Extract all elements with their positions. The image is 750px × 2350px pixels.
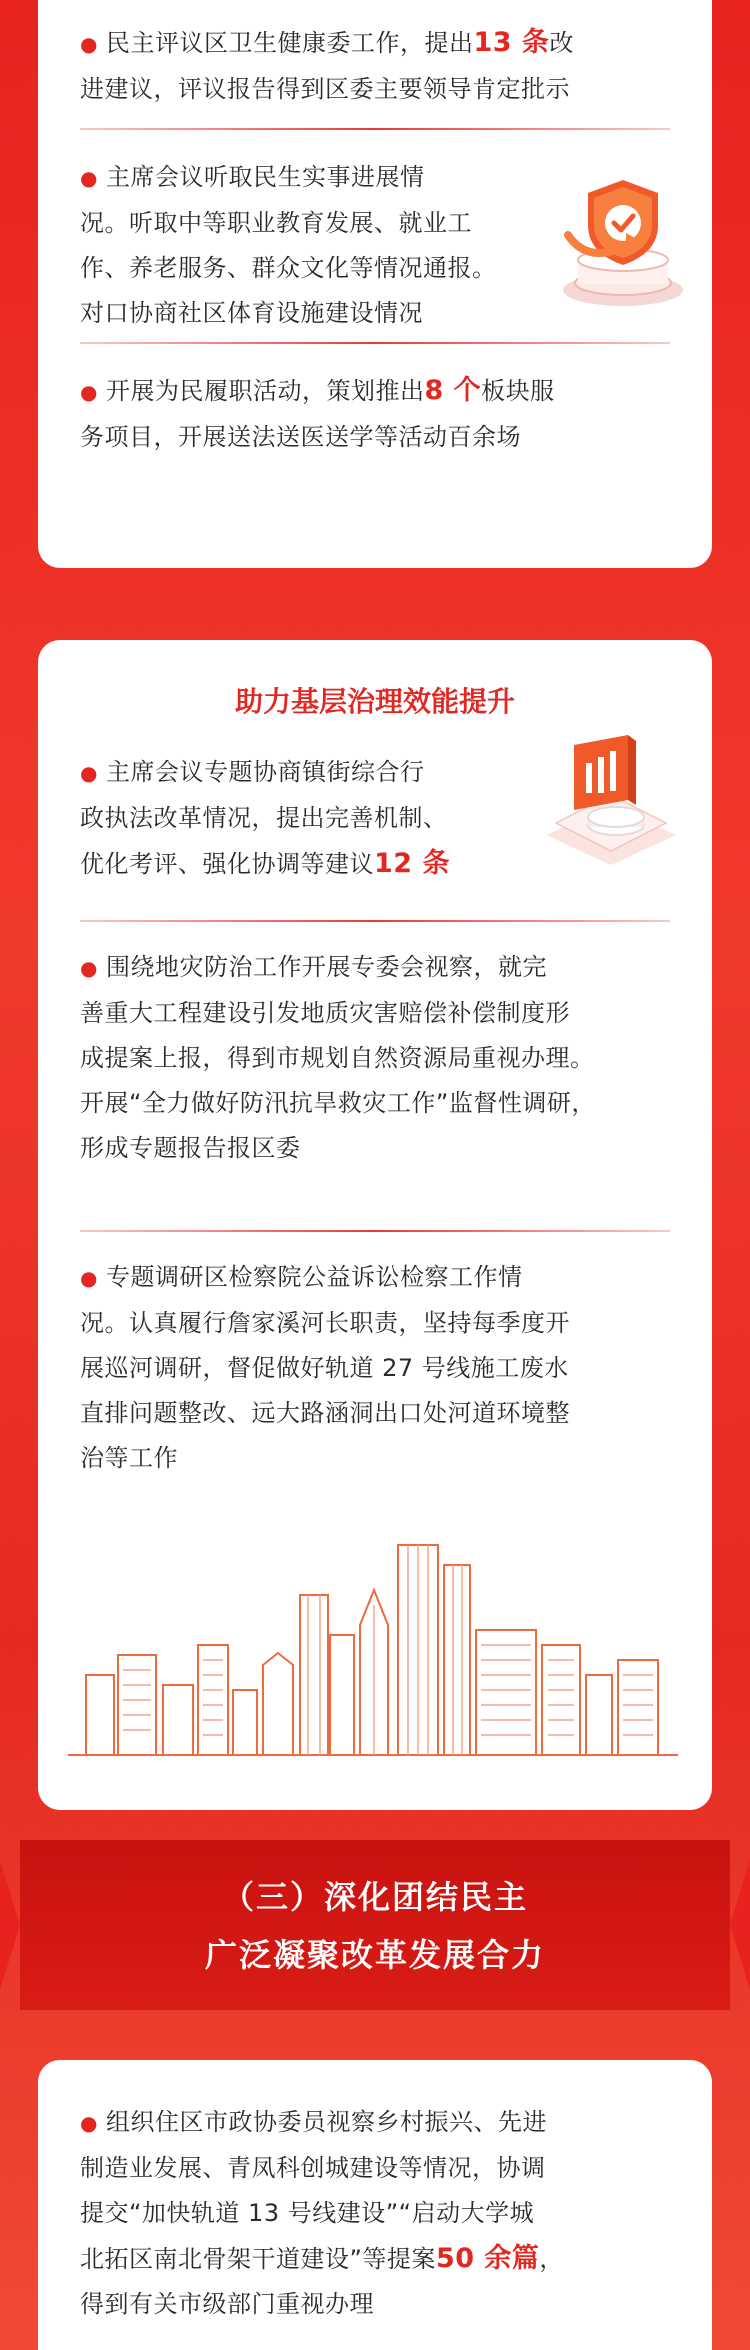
item-text: 改: [549, 29, 574, 57]
list-item: [80, 750, 520, 887]
section-heading: 助力基层治理效能提升: [234, 685, 515, 718]
item-text: 民主评议区卫生健康委工作，提出: [105, 29, 474, 57]
item-text: 况。听取中等职业教育发展、就业工: [80, 209, 472, 237]
item-text: 优化考评、强化协调等建议: [80, 850, 374, 878]
item-text: 板块服: [481, 377, 555, 405]
bullet-icon: ●: [80, 2111, 98, 2135]
bullet-icon: ●: [80, 1266, 98, 1290]
card-people-livelihood: [38, 0, 712, 568]
item-text: 北拓区南北骨架干道建设”等提案: [80, 2245, 436, 2273]
list-item: [80, 1255, 570, 1481]
divider: [80, 920, 670, 922]
item-text: 制造业发展、青凤科创城建设等情况，协调: [80, 2154, 546, 2182]
item-text: 主席会议听取民生实事进展情: [105, 163, 425, 191]
item-text: 得到有关市级部门重视办理: [80, 2290, 374, 2318]
shield-check-icon: [548, 165, 698, 315]
item-text: 务项目，开展送法送医送学等活动百余场: [80, 423, 521, 451]
list-item: [80, 945, 596, 1171]
bullet-icon: ●: [80, 380, 98, 404]
item-text: 组织住区市政协委员视察乡村振兴、先进: [105, 2108, 547, 2136]
city-skyline-illustration: [68, 1535, 678, 1765]
item-text: 提交“加快轨道 13 号线建设”“启动大学城: [80, 2199, 535, 2227]
item-text: 形成专题报告报区委: [80, 1134, 301, 1162]
item-text: 展巡河调研，督促做好轨道 27 号线施工废水: [80, 1354, 569, 1382]
item-text: 进建议，评议报告得到区委主要领导肯定批示: [80, 75, 570, 103]
item-text: 善重大工程建设引发地质灾害赔偿补偿制度形: [80, 999, 570, 1027]
list-item: [80, 155, 500, 336]
highlight-number: 50 余篇: [435, 2243, 540, 2274]
item-text: 主席会议专题协商镇街综合行: [105, 758, 425, 786]
item-text: ，: [539, 2245, 564, 2273]
divider: [80, 1230, 670, 1232]
item-text: 作、养老服务、群众文化等情况通报。: [80, 254, 497, 282]
item-text: 专题调研区检察院公益诉讼检察工作情: [105, 1263, 523, 1291]
section-banner: [20, 1840, 730, 2010]
item-text: 成提案上报，得到市规划自然资源局重视办理。: [80, 1044, 595, 1072]
list-item: [80, 20, 574, 112]
divider: [80, 342, 670, 344]
item-text: 况。认真履行詹家溪河长职责，坚持每季度开: [80, 1309, 570, 1337]
item-text: 围绕地灾防治工作开展专委会视察，就完: [105, 953, 547, 981]
card-grassroots-governance: [38, 640, 712, 1810]
bullet-icon: ●: [80, 761, 98, 785]
bullet-icon: ●: [80, 956, 98, 980]
item-text: 开展为民履职活动，策划推出: [105, 377, 425, 405]
card-unity-democracy: [38, 2060, 712, 2350]
item-text: 政执法改革情况，提出完善机制、: [80, 804, 448, 832]
bullet-icon: ●: [80, 32, 98, 56]
item-text: 直排问题整改、远大路涵洞出口处河道环境整: [80, 1399, 570, 1427]
list-item: [80, 2100, 564, 2327]
item-text: 开展“全力做好防汛抗旱救灾工作”监督性调研，: [80, 1089, 596, 1117]
banner-title: （三）深化团结民主: [221, 1878, 528, 1916]
highlight-number: 8 个: [424, 375, 482, 406]
item-text: 治等工作: [80, 1444, 178, 1472]
highlight-number: 12 条: [374, 848, 450, 879]
divider: [80, 128, 670, 130]
banner-subtitle: 广泛凝聚改革发展合力: [204, 1936, 545, 1974]
item-text: 对口协商社区体育设施建设情况: [80, 299, 423, 327]
list-item: [80, 368, 555, 460]
chart-podium-icon: [536, 735, 686, 875]
highlight-number: 13 条: [473, 27, 550, 58]
bullet-icon: ●: [80, 166, 98, 190]
